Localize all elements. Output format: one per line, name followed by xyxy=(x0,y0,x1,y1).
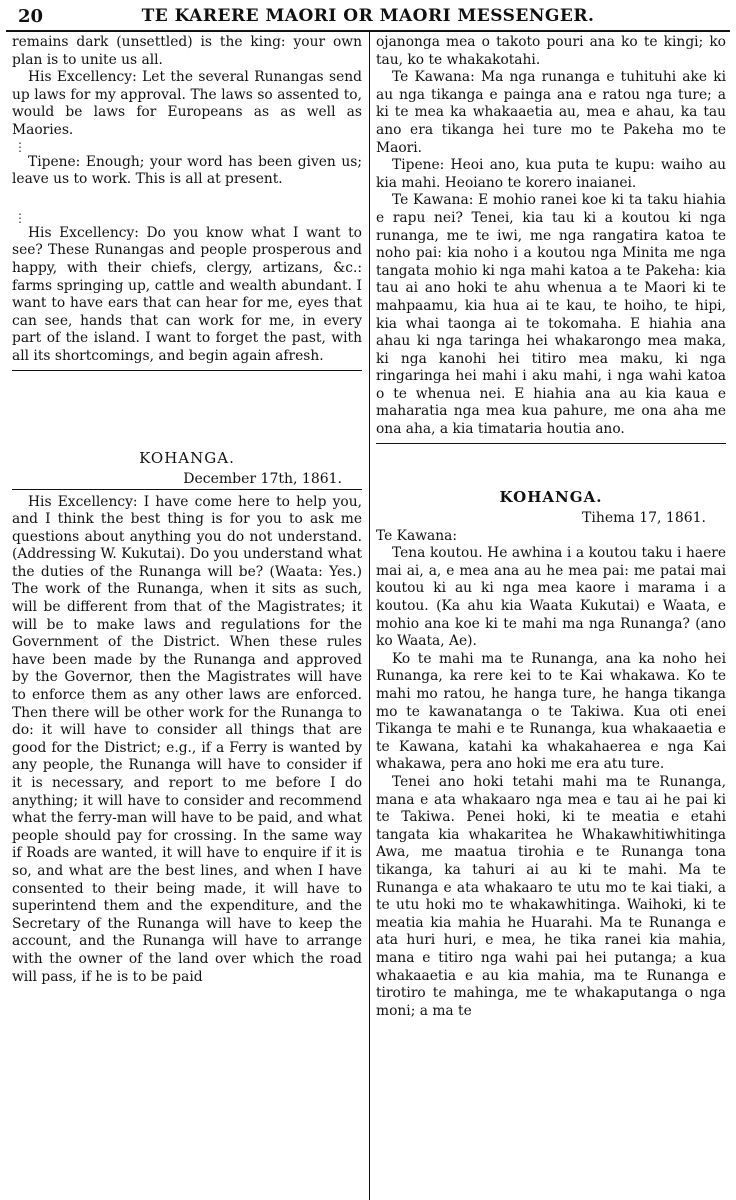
newspaper-title: TE KARERE MAORI OR MAORI MESSENGER. xyxy=(141,6,595,26)
page-number: 20 xyxy=(18,6,44,27)
paragraph: Tenei ano hoki tetahi mahi ma te Runanga, mana e ata whakaaro nga mea e tau ai he pai ki te Takiwa. Penei hoki, ki te meatia e etahi tangata kia whakaritea he Whakawhitiwhitinga Awa, me maatua tirohia e te Runanga tona tikanga, ka tahuri ai au ki te mahi. Ma te Runanga e ata whakaaro te utu mo te kai tiaki, a te utu hoki mo te whakawhitinga. Waihoki, ki te meatia kia mahia he Huarahi. Ma te Runanga e ata huri huri, e mea, he tika ranei kia mahia, mana e titiro nga wahi pai hei putanga; a kua whakaaetia e au kia mahia, ma te Runanga e tirotiro te mahinga, me te whakaputanga o nga moni; a ma te xyxy=(376,773,726,1019)
date-rule xyxy=(12,489,362,490)
paragraph: Tipene: Enough; your word has been given us; leave us to work. This is all at present. xyxy=(12,153,362,188)
maori-column xyxy=(376,34,726,1200)
ellipsis-mark: ⋮ xyxy=(14,139,26,154)
paragraph: His Excellency: I have come here to help you, and I think the best thing is for you to ask me questions about anything you do not understand. (Addressing W. Kukutai). Do you understand what the duties of the Runanga will be? (Waata: Yes.) The work of the Runanga, when it sits as such, will be different from that of the Magistrates; it will be to make laws and regulations for the Government of the District. When these rules have been made by the Runanga and approved by the Governor, then the Magistrates will have to enforce them as any other laws are enforced. Then there will be other work for the Runanga to do: it will have to consider all things that are good for the District; e.g., if a Ferry is wanted by any people, the Runanga will have to consider if it is necessary, and report to me before I do anything; it will have to consider and recommend what the ferry-man will have to be paid, and what people should pay for crossing. In the same way if Roads are wanted, it will have to enquire if it is so, and what are the best lines, and when I have consented to their being made, it will have to superintend them and the expenditure, and the Secretary of the Runanga will have to keep the account, and the Runanga will have to arrange with the owner of the land over which the road will pass, if he is to be paid xyxy=(12,493,362,985)
speaker-label: Te Kawana: xyxy=(376,527,458,544)
english-column xyxy=(12,34,362,1200)
paragraph: Ko te mahi ma te Runanga, ana ka noho hei Runanga, ka rere kei to te Kai whakawa. Ko te mahi mo ratou, he hanga ture, he hanga tikanga mo te kawanatanga o te Takiwa. Kua oti enei Tikanga te mahi e te Runanga, kua whakaaetia e te Kawana, katahi ka whakahaerea e nga Kai whakawa, pera ano hoki me era atu ture. xyxy=(376,650,726,773)
page-header xyxy=(8,4,728,30)
section-heading: KOHANGA. xyxy=(499,487,603,506)
paragraph: remains dark (unsettled) is the king: your own plan is to unite us all. xyxy=(12,34,362,68)
section-heading: KOHANGA. xyxy=(139,448,235,467)
header-rule xyxy=(6,30,730,32)
section-date: December 17th, 1861. xyxy=(183,470,342,487)
paragraph: Tipene: Heoi ano, kua puta te kupu: waiho au kia mahi. Heoiano te korero inaianei. xyxy=(376,157,726,191)
paragraph: Te Kawana: Ma nga runanga e tuhituhi ake ki au nga tikanga e painga ana e ratou nga ture; a ki te mea ka whakaaetia au, mea e ahau, ka tau ano era tikanga hei ture mo te Pakeha mo te Maori. xyxy=(376,69,726,156)
paragraph: Tena koutou. He awhina i a koutou taku i haere mai ai, a, e mea ana au he mea pai: me patai mai koutou ki au ki nga mea kaore i marama i a koutou. (Ka ahu kia Waata Kukutai) e Waata, e mohio ana koe ki te mahi ma nga Runanga? (ano ko Waata, Ae). xyxy=(376,545,726,650)
ellipsis-mark: ⋮ xyxy=(14,210,26,225)
paragraph: His Excellency: Do you know what I want to see? These Runangas and people prosperous and happy, with their chiefs, clergy, artizans, &c.: farms springing up, cattle and wealth abundant. I want to have ears that can hear for me, eyes that can see, hands that can work for me, in every part of the island. I want to forget the past, with all its shortcomings, and begin again afresh. xyxy=(12,224,362,364)
paragraph: Te Kawana: E mohio ranei koe ki ta taku hiahia e rapu nei? Tenei, kia tau ki a koutou ki nga runanga, me te iwi, me nga rangatira katoa te noho pai: kia noho i a koutou nga Minita me nga tangata mohio ki nga mahi katoa a te Pakeha: kia tau ai ano hoki te ahu whenua a te Maori ki te mahpaamu, kia hua ai te kau, te hoiho, te hipi, kia whai taonga ai te tokomaha. E hiahia ana ahau ki nga taringa hei whakarongo mea maka, ki nga kanohi hei titiro mea maku, ki nga ringaringa hei mahi i aku mahi, i nga wahi katoa o te whenua nei. E hiahia ana au kia kaua e maharatia nga mea kua pahure, me ona aha me ona aha, a kia timataria houtia ano. xyxy=(376,192,726,438)
paragraph: ojanonga mea o takoto pouri ana ko te kingi; ko tau, ko te whakakotahi. xyxy=(376,34,726,68)
column-divider xyxy=(369,32,370,1200)
paragraph: His Excellency: Let the several Runangas send up laws for my approval. The laws so assented to, would be laws for Europeans as as well as Maories. xyxy=(12,69,362,138)
section-date: Tihema 17, 1861. xyxy=(582,509,706,526)
